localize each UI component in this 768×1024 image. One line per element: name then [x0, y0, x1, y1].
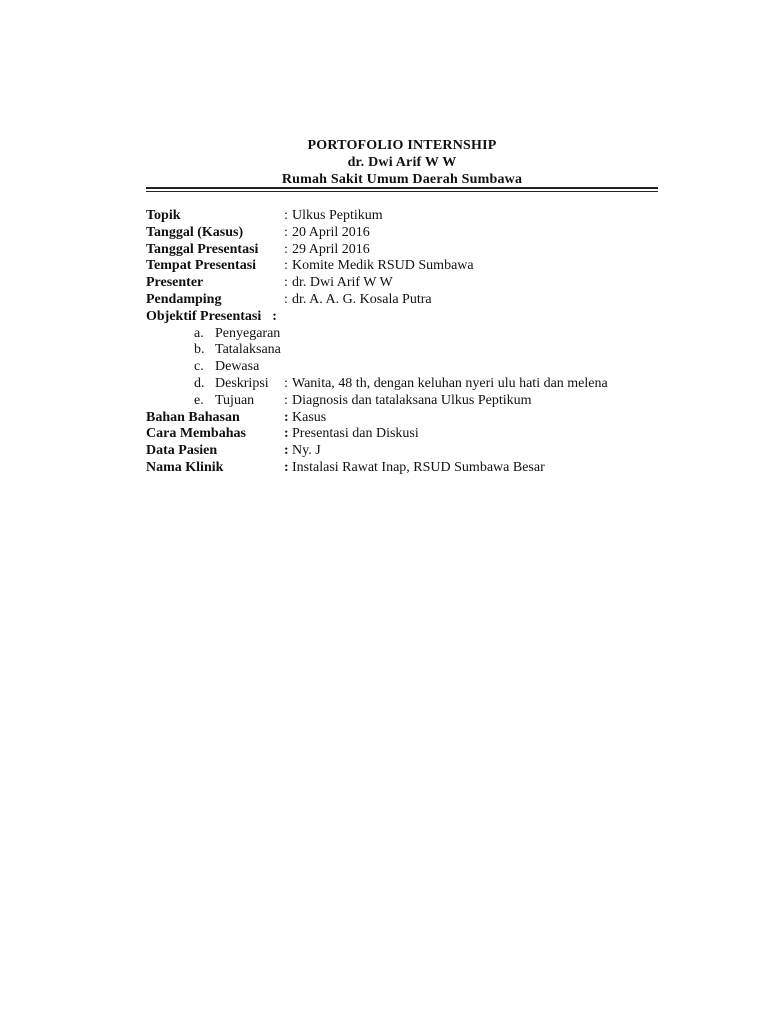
item-letter: b. — [194, 342, 205, 358]
field-separator: : — [284, 275, 288, 291]
field-label: Tanggal Presentasi — [146, 241, 259, 257]
field-row-tempat-presentasi — [146, 258, 666, 275]
field-row-tanggal-kasus — [146, 225, 666, 242]
field-label: Nama Klinik — [146, 459, 224, 475]
document-header — [146, 137, 658, 188]
item-label: Dewasa — [215, 359, 260, 375]
field-value: Instalasi Rawat Inap, RSUD Sumbawa Besar — [292, 459, 545, 475]
objektif-item-d — [146, 376, 666, 393]
field-value: Kasus — [292, 409, 327, 425]
objektif-item-label — [194, 359, 259, 376]
author-name: dr. Dwi Arif W W — [347, 155, 457, 170]
field-row-nama-klinik — [146, 460, 666, 477]
document-title: PORTOFOLIO INTERNSHIP — [307, 138, 497, 153]
field-separator: : — [284, 375, 288, 391]
field-value: Diagnosis dan tatalaksana Ulkus Peptikum — [292, 392, 532, 408]
header-divider-thin — [146, 191, 658, 192]
item-letter: c. — [194, 359, 204, 375]
field-separator: : — [284, 224, 288, 240]
objektif-item-b — [146, 342, 666, 359]
institution-name: Rumah Sakit Umum Daerah Sumbawa — [281, 172, 523, 187]
field-row-data-pasien — [146, 443, 666, 460]
field-separator: : — [284, 409, 289, 425]
field-separator: : — [284, 459, 289, 475]
objektif-item-label — [194, 393, 254, 410]
field-separator: : — [284, 443, 289, 459]
header-divider-thick — [146, 187, 658, 189]
objektif-item-label — [194, 376, 269, 393]
field-value: 20 April 2016 — [292, 224, 370, 240]
field-value: Komite Medik RSUD Sumbawa — [292, 258, 474, 274]
field-label: Cara Membahas — [146, 426, 246, 442]
field-row-tanggal-presentasi — [146, 242, 666, 259]
item-label: Penyegaran — [215, 325, 281, 341]
field-value: dr. Dwi Arif W W — [292, 275, 393, 291]
field-row-cara-membahas — [146, 426, 666, 443]
item-letter: e. — [194, 392, 204, 408]
field-separator: : — [284, 426, 289, 442]
field-label: Tanggal (Kasus) — [146, 224, 244, 240]
field-row-pendamping — [146, 292, 666, 309]
objektif-item-label — [194, 326, 280, 343]
item-label: Tatalaksana — [215, 342, 281, 358]
item-letter: a. — [194, 325, 204, 341]
field-row-topik — [146, 208, 666, 225]
field-label: Pendamping — [146, 291, 222, 307]
field-value: Ny. J — [292, 443, 321, 459]
field-separator: : — [284, 392, 288, 408]
item-label: Deskripsi — [215, 375, 269, 391]
item-label: Tujuan — [215, 392, 255, 408]
field-row-bahan-bahasan — [146, 410, 666, 427]
item-letter: d. — [194, 375, 205, 391]
field-label: Bahan Bahasan — [146, 409, 240, 425]
portfolio-fields — [146, 208, 666, 477]
objektif-item-e — [146, 393, 666, 410]
field-separator: : — [272, 308, 277, 324]
field-label: Presenter — [146, 275, 204, 291]
field-row-presenter — [146, 275, 666, 292]
field-label: Data Pasien — [146, 443, 218, 459]
field-separator: : — [284, 258, 288, 274]
field-value: dr. A. A. G. Kosala Putra — [292, 291, 432, 307]
field-label — [146, 309, 277, 326]
field-separator: : — [284, 241, 288, 257]
field-label: Tempat Presentasi — [146, 258, 257, 274]
field-value: Ulkus Peptikum — [292, 208, 383, 223]
objektif-item-c — [146, 359, 666, 376]
field-value: Presentasi dan Diskusi — [292, 426, 419, 442]
field-label: Topik — [146, 208, 181, 223]
field-separator: : — [284, 291, 288, 307]
objektif-item-label — [194, 342, 281, 359]
field-separator: : — [284, 208, 288, 223]
field-row-objektif — [146, 309, 666, 326]
objektif-label: Objektif Presentasi — [146, 308, 262, 324]
objektif-item-a — [146, 326, 666, 343]
field-value: Wanita, 48 th, dengan keluhan nyeri ulu hati dan melena — [292, 375, 608, 391]
field-value: 29 April 2016 — [292, 241, 370, 257]
